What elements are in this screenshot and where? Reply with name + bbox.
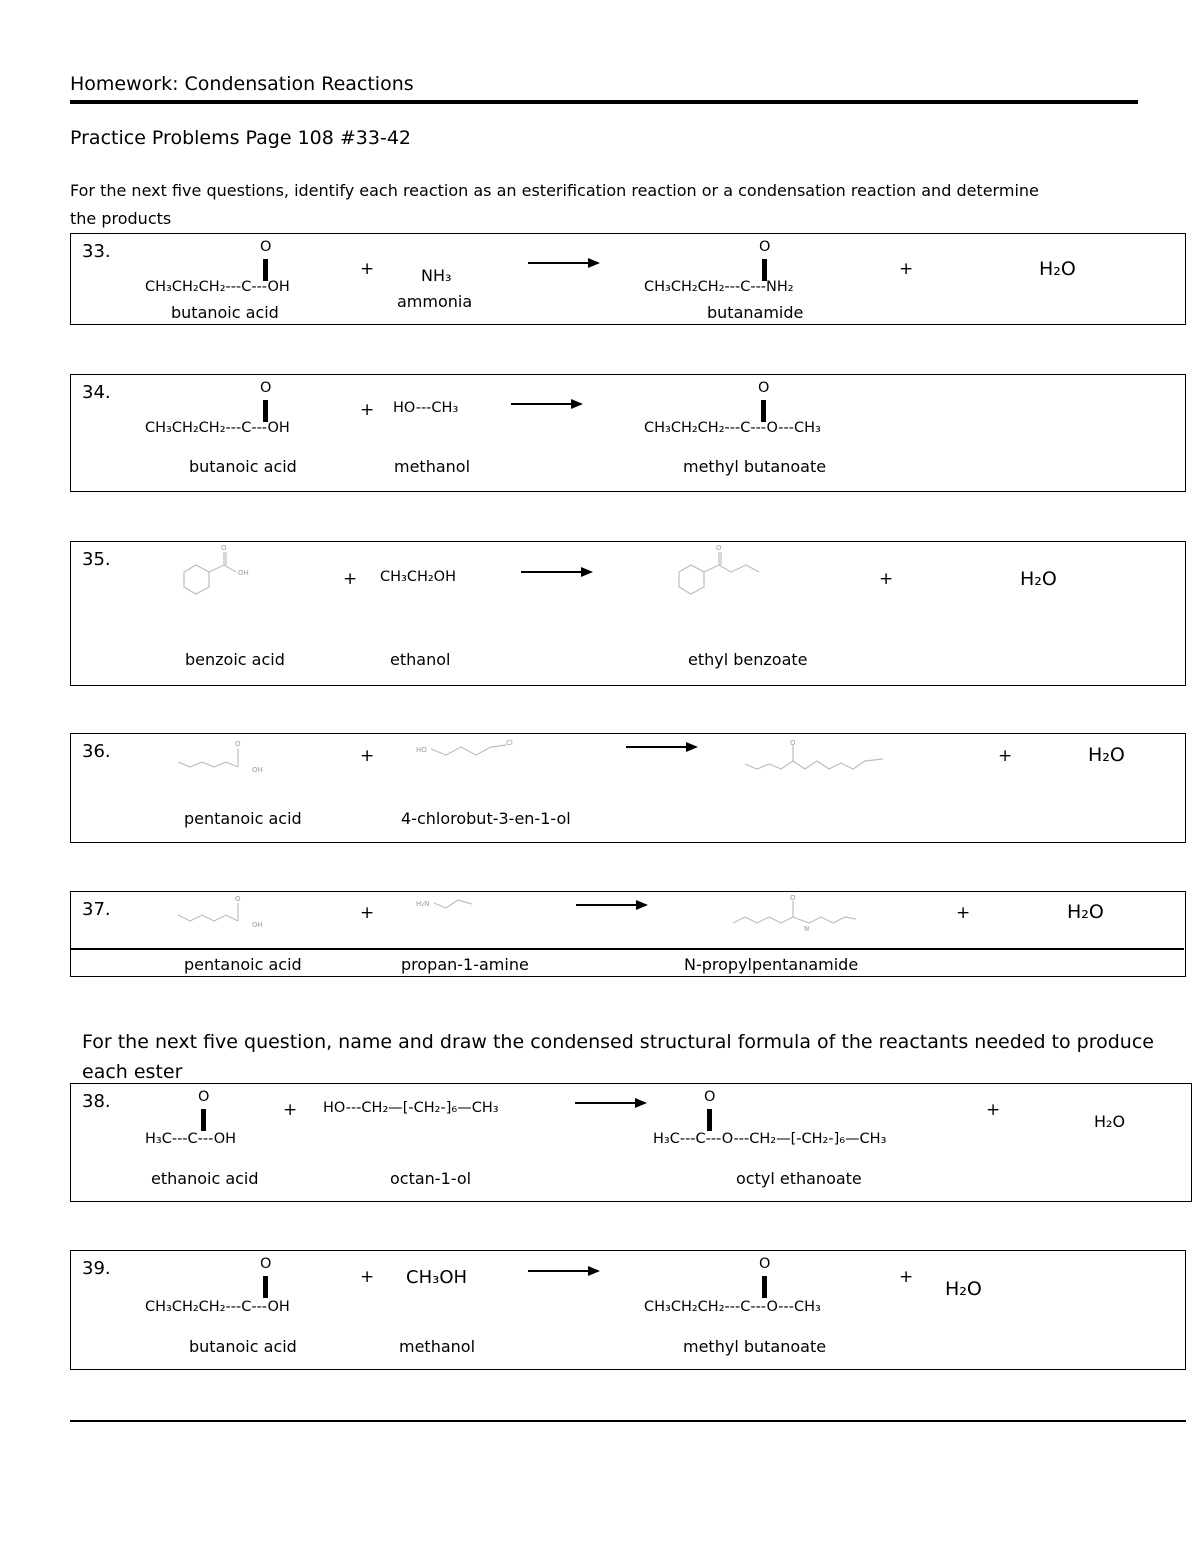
reactant-1-formula: CH₃CH₂CH₂---C---OH — [145, 1299, 290, 1315]
footer-rule — [70, 1420, 1186, 1422]
question-number: 33. — [82, 241, 111, 262]
reactant-2-name: 4-chlorobut-3-en-1-ol — [401, 809, 571, 828]
reactant-2-name: ammonia — [397, 292, 473, 311]
reactant-1-name: pentanoic acid — [184, 809, 302, 828]
svg-text:O: O — [790, 739, 796, 747]
reaction-arrow-icon — [528, 262, 598, 264]
title-rule — [70, 100, 1138, 104]
svg-text:O: O — [235, 895, 241, 903]
reactant-2-name: methanol — [399, 1337, 476, 1356]
carbonyl-oxygen: O — [704, 1089, 716, 1105]
reactant-2-formula: CH₃OH — [406, 1267, 468, 1288]
ester-product-structure-icon — [743, 739, 898, 774]
page-title: Homework: Condensation Reactions — [70, 73, 414, 95]
ethyl-benzoate-structure-icon — [671, 542, 781, 607]
pentanoic-acid-structure-icon — [176, 737, 271, 777]
question-number: 38. — [82, 1091, 111, 1112]
question-number: 39. — [82, 1258, 111, 1279]
benzoic-acid-structure-icon — [176, 542, 266, 607]
double-bond — [263, 1276, 268, 1298]
carbonyl-oxygen: O — [198, 1089, 210, 1105]
question-number: 34. — [82, 382, 111, 403]
reactant-2-formula: NH₃ — [421, 266, 452, 285]
plus-sign: + — [283, 1100, 298, 1120]
reactant-2-name: ethanol — [390, 650, 451, 669]
reaction-arrow-icon — [511, 403, 581, 405]
question-35-box — [70, 541, 1186, 686]
question-number: 35. — [82, 549, 111, 570]
svg-text:O: O — [716, 544, 722, 552]
instructions-part2-cont: each ester — [82, 1061, 183, 1083]
water-product: H₂O — [1020, 568, 1057, 590]
reactant-1-name: butanoic acid — [189, 457, 297, 476]
reactant-2-formula: HO---CH₃ — [393, 400, 459, 416]
svg-text:OH: OH — [252, 766, 263, 774]
reaction-arrow-icon — [576, 904, 646, 906]
reaction-arrow-icon — [521, 571, 591, 573]
plus-sign: + — [899, 259, 914, 279]
svg-text:N: N — [804, 925, 810, 933]
water-product: H₂O — [1039, 258, 1076, 280]
carbonyl-oxygen: O — [260, 1256, 272, 1272]
question-37-box — [70, 891, 1186, 977]
chlorobutenol-structure-icon — [416, 737, 516, 767]
row-divider — [71, 948, 1184, 950]
plus-sign: + — [360, 1267, 375, 1287]
svg-text:H₂N: H₂N — [416, 900, 430, 908]
practice-heading: Practice Problems Page 108 #33-42 — [70, 127, 412, 149]
question-34-box — [70, 374, 1186, 492]
svg-text:O: O — [221, 544, 227, 552]
carbonyl-oxygen: O — [758, 380, 770, 396]
product-formula: CH₃CH₂CH₂---C---NH₂ — [644, 279, 794, 295]
product-formula: CH₃CH₂CH₂---C---O---CH₃ — [644, 420, 821, 436]
plus-sign: + — [879, 569, 894, 589]
product-name: butanamide — [707, 303, 804, 322]
svg-text:OH: OH — [238, 569, 249, 577]
water-product: H₂O — [1067, 901, 1104, 923]
product-name: ethyl benzoate — [688, 650, 808, 669]
reactant-1-formula: CH₃CH₂CH₂---C---OH — [145, 279, 290, 295]
plus-sign: + — [998, 746, 1013, 766]
svg-text:Cl: Cl — [506, 739, 513, 747]
water-product: H₂O — [1094, 1112, 1126, 1131]
amide-product-structure-icon — [731, 895, 871, 935]
plus-sign: + — [360, 259, 375, 279]
product-name: methyl butanoate — [683, 1337, 827, 1356]
instructions-part2: For the next five question, name and draw the condensed structural formula of the reactants needed to produce — [82, 1031, 1154, 1053]
question-36-box — [70, 733, 1186, 843]
double-bond — [761, 400, 766, 422]
water-product: H₂O — [1088, 744, 1125, 766]
product-formula: H₃C---C---O---CH₂—[-CH₂-]₆—CH₃ — [653, 1131, 887, 1147]
svg-text:HO: HO — [416, 746, 427, 754]
plus-sign: + — [360, 400, 375, 420]
reactant-1-name: pentanoic acid — [184, 955, 302, 974]
reaction-arrow-icon — [575, 1102, 645, 1104]
product-name: N-propylpentanamide — [684, 955, 859, 974]
plus-sign: + — [360, 746, 375, 766]
plus-sign: + — [899, 1267, 914, 1287]
carbonyl-oxygen: O — [260, 380, 272, 396]
product-formula: CH₃CH₂CH₂---C---O---CH₃ — [644, 1299, 821, 1315]
reactant-2-name: propan-1-amine — [401, 955, 529, 974]
question-39-box — [70, 1250, 1186, 1370]
svg-text:O: O — [790, 894, 796, 902]
plus-sign: + — [360, 903, 375, 923]
double-bond — [263, 400, 268, 422]
reaction-arrow-icon — [626, 746, 696, 748]
reactant-1-name: benzoic acid — [185, 650, 285, 669]
carbonyl-oxygen: O — [759, 1256, 771, 1272]
carbonyl-oxygen: O — [759, 239, 771, 255]
carbonyl-oxygen: O — [260, 239, 272, 255]
reactant-1-name: butanoic acid — [171, 303, 279, 322]
reactant-1-formula: CH₃CH₂CH₂---C---OH — [145, 420, 290, 436]
instructions-part1-cont: the products — [70, 209, 172, 228]
pentanoic-acid-structure-icon — [176, 895, 271, 935]
product-name: octyl ethanoate — [736, 1169, 862, 1188]
double-bond — [762, 1276, 767, 1298]
propanamine-structure-icon — [416, 894, 486, 914]
water-product: H₂O — [945, 1278, 982, 1300]
reactant-2-name: octan-1-ol — [390, 1169, 472, 1188]
question-33-box — [70, 233, 1186, 325]
reaction-arrow-icon — [528, 1270, 598, 1272]
double-bond — [707, 1109, 712, 1131]
plus-sign: + — [343, 569, 358, 589]
reactant-1-formula: H₃C---C---OH — [145, 1131, 237, 1147]
question-38-box — [70, 1083, 1192, 1202]
plus-sign: + — [956, 903, 971, 923]
plus-sign: + — [986, 1100, 1001, 1120]
reactant-2-formula: HO---CH₂—[-CH₂-]₆—CH₃ — [323, 1100, 499, 1116]
double-bond — [263, 259, 268, 281]
question-number: 37. — [82, 899, 111, 920]
reactant-2-formula: CH₃CH₂OH — [380, 569, 456, 585]
reactant-1-name: butanoic acid — [189, 1337, 297, 1356]
double-bond — [201, 1109, 206, 1131]
reactant-2-name: methanol — [394, 457, 471, 476]
double-bond — [762, 259, 767, 281]
instructions-part1: For the next five questions, identify each reaction as an esterification reaction or a condensation reaction and determine — [70, 181, 1039, 200]
svg-text:OH: OH — [252, 921, 263, 929]
question-number: 36. — [82, 741, 111, 762]
svg-text:O: O — [235, 740, 241, 748]
product-name: methyl butanoate — [683, 457, 827, 476]
reactant-1-name: ethanoic acid — [151, 1169, 259, 1188]
